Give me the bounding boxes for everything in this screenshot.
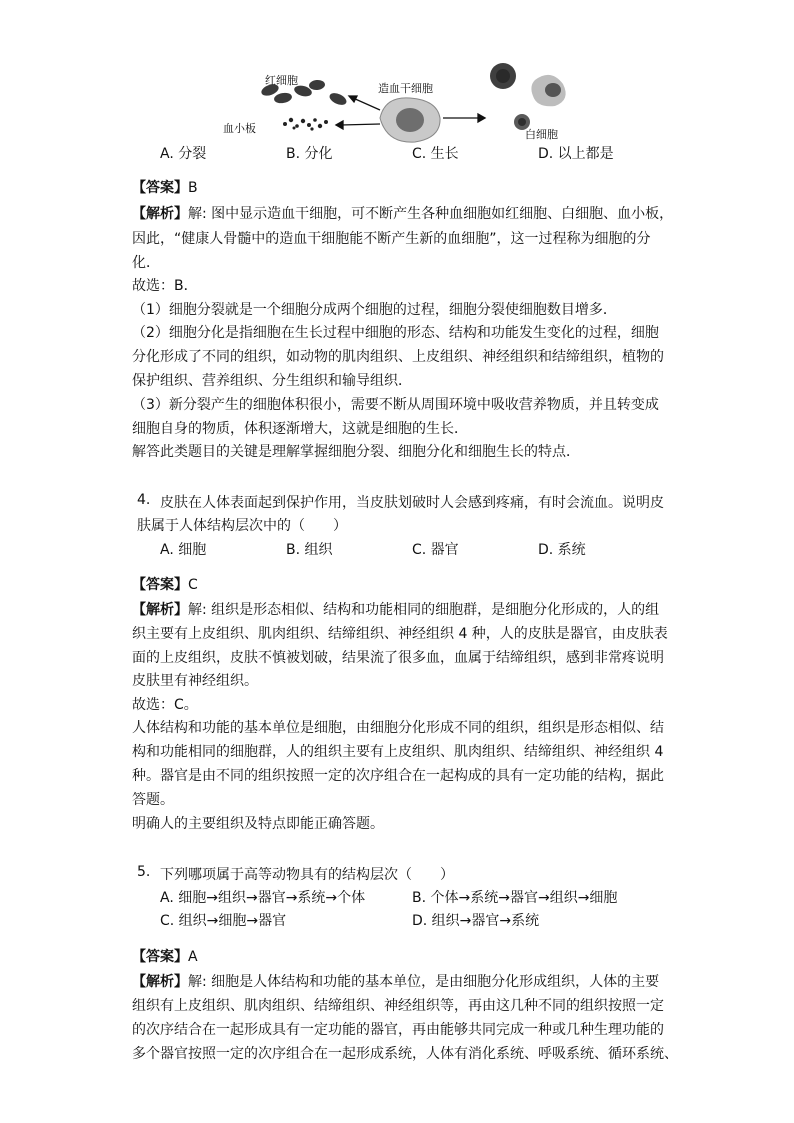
white-blood-cells — [490, 63, 566, 130]
q3-analysis-line: （1）细胞分裂就是一个细胞分成两个细胞的过程，细胞分裂使细胞数目增多． — [132, 302, 617, 318]
q4-option-b[interactable]: B. 组织 — [286, 542, 333, 558]
q5-answer: 【答案】A — [132, 949, 198, 965]
q5-option-c[interactable]: C. 组织→细胞→器官 — [160, 913, 287, 929]
q4-analysis-line: 明确人的主要组织及特点即能正确答题。 — [132, 816, 384, 832]
q3-analysis-line: 分化形成了不同的组织，如动物的肌肉组织、上皮组织、神经组织和结缔组织，植物的 — [132, 349, 664, 365]
q3-option-d[interactable]: D. 以上都是 — [538, 146, 614, 162]
q4-option-a[interactable]: A. 细胞 — [160, 542, 207, 558]
q3-analysis-line: 因此，“健康人骨髓中的造血干细胞能不断产生新的血细胞”，这一过程称为细胞的分 — [132, 231, 651, 247]
stem-cell-label: 造血干细胞 — [378, 82, 433, 95]
q3-option-a[interactable]: A. 分裂 — [160, 146, 207, 162]
q5-option-a[interactable]: A. 细胞→组织→器官→系统→个体 — [160, 890, 366, 906]
platelets — [283, 118, 328, 131]
stem-cell — [380, 98, 440, 142]
q3-analysis-line: 【解析】解: 图中显示造血干细胞，可不断产生各种血细胞如红细胞、白细胞、血小板， — [132, 206, 674, 222]
q4-option-c[interactable]: C. 器官 — [412, 542, 459, 558]
q4-analysis-line: 故选：C。 — [132, 697, 198, 713]
q3-analysis-line: 故选：B． — [132, 278, 198, 294]
q4-analysis-line: 织主要有上皮组织、肌肉组织、结缔组织、神经组织 4 种，人的皮肤是器官，由皮肤表 — [132, 626, 668, 642]
q4-number: 4. — [137, 492, 151, 508]
q4-answer-value: C — [188, 577, 198, 593]
q3-analysis-line: 化． — [132, 255, 160, 271]
q4-analysis-line: 面的上皮组织，皮肤不慎被划破，结果流了很多血，血属于结缔组织，感到非常疼说明 — [132, 650, 664, 666]
q3-analysis-line: （3）新分裂产生的细胞体积很小，需要不断从周围环境中吸收营养物质，并且转变成 — [132, 397, 659, 413]
q3-analysis-line: （2）细胞分化是指细胞在生长过程中细胞的形态、结构和功能发生变化的过程，细胞 — [132, 325, 659, 341]
q5-stem: 下列哪项属于高等动物具有的结构层次（ ） — [160, 867, 454, 883]
q3-analysis-line: 细胞自身的物质，体积逐渐增大，这就是细胞的生长． — [132, 421, 468, 437]
q4-analysis-line: 种。器官是由不同的组织按照一定的次序组合在一起构成的具有一定功能的结构，据此 — [132, 768, 664, 784]
wbc-label: 白细胞 — [525, 128, 558, 141]
q4-analysis-line: 人体结构和功能的基本单位是细胞，由细胞分化形成不同的组织，组织是形态相似、结 — [132, 720, 664, 736]
q5-answer-value: A — [188, 949, 198, 965]
q3-answer-value: B — [188, 180, 198, 196]
platelet-label: 血小板 — [223, 122, 256, 135]
q4-analysis-line: 皮肤里有神经组织。 — [132, 673, 258, 689]
q4-answer: 【答案】C — [132, 577, 198, 593]
q5-analysis-line: 的次序结合在一起形成具有一定功能的器官，再由能够共同完成一种或几种生理功能的 — [132, 1022, 664, 1038]
q5-analysis-line: 多个器官按照一定的次序组合在一起形成系统，人体有消化系统、呼吸系统、循环系统、 — [132, 1046, 678, 1062]
q3-analysis-line: 保护组织、营养组织、分生组织和输导组织． — [132, 373, 412, 389]
q3-option-c[interactable]: C. 生长 — [412, 146, 459, 162]
q5-option-d[interactable]: D. 组织→器官→系统 — [412, 913, 540, 929]
q5-analysis-line: 组织有上皮组织、肌肉组织、结缔组织、神经组织等，再由这几种不同的组织按照一定 — [132, 998, 664, 1014]
q4-option-d[interactable]: D. 系统 — [538, 542, 586, 558]
q5-number: 5. — [137, 864, 151, 880]
q4-analysis-line: 构和功能相同的细胞群，人的组织主要有上皮组织、肌肉组织、结缔组织、神经组织 4 — [132, 744, 664, 760]
rbc-label: 红细胞 — [265, 74, 298, 87]
q4-stem: 皮肤在人体表面起到保护作用，当皮肤划破时人会感到疼痛，有时会流血。说明皮 — [160, 495, 664, 511]
blood-cell-figure — [215, 58, 595, 148]
q4-analysis-line: 答题。 — [132, 792, 174, 808]
q4-analysis-line: 【解析】解: 组织是形态相似、结构和功能相同的细胞群，是细胞分化形成的，人的组 — [132, 602, 660, 618]
q3-answer: 【答案】B — [132, 180, 198, 196]
q5-analysis-line: 【解析】解: 细胞是人体结构和功能的基本单位，是由细胞分化形成组织，人体的主要 — [132, 974, 660, 990]
q3-option-b[interactable]: B. 分化 — [286, 146, 333, 162]
q5-option-b[interactable]: B. 个体→系统→器官→组织→细胞 — [412, 890, 618, 906]
q3-analysis-line: 解答此类题目的关键是理解掌握细胞分裂、细胞分化和细胞生长的特点． — [132, 444, 580, 460]
q4-stem: 肤属于人体结构层次中的（ ） — [137, 518, 347, 534]
